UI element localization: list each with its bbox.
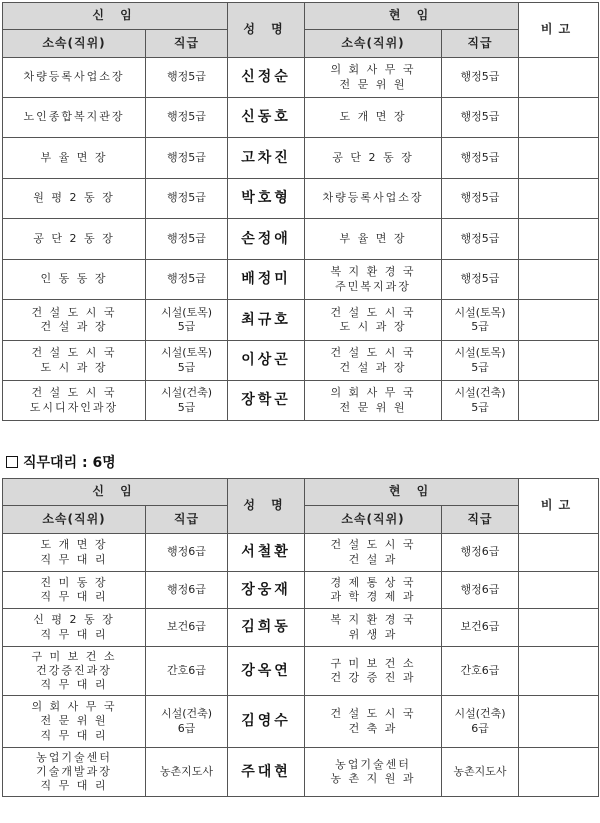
new_org-line: 의 회 사 무 국 — [31, 700, 117, 714]
cur_org-line: 전 문 위 원 — [339, 400, 407, 414]
table-row — [3, 179, 599, 219]
cur_grade-line: 시설(건축) — [454, 707, 506, 721]
new_grade-line: 시설(건축) — [160, 707, 213, 721]
current-grade-cell — [442, 300, 519, 341]
table-row — [3, 609, 599, 647]
note-cell — [519, 572, 599, 609]
cur_org-line: 의 회 사 무 국 — [330, 386, 416, 400]
new_grade-line: 시설(토목) — [160, 305, 213, 319]
new_org-line: 구 미 보 건 소 — [31, 649, 117, 663]
current-dept-cell — [305, 300, 442, 341]
cur_grade-line: 5급 — [471, 400, 489, 414]
cur_grade-line: 행정5급 — [460, 231, 500, 245]
cur_grade-line: 시설(토목) — [454, 305, 506, 319]
header-name: 성 명 — [228, 3, 305, 58]
cur_grade-line: 농촌지도사 — [453, 764, 507, 778]
current-dept-cell — [305, 572, 442, 609]
new_grade-line: 행정5급 — [167, 110, 206, 124]
current-grade-cell — [442, 58, 519, 98]
cur_org-line: 건 설 과 — [348, 552, 398, 566]
header-new-position: 신 임 — [3, 479, 228, 506]
header-note: 비고 — [519, 479, 599, 534]
table-row — [3, 748, 599, 797]
new_grade-line: 행정5급 — [167, 231, 206, 245]
note-cell — [519, 609, 599, 647]
person-name-cell: 신동호 — [228, 98, 305, 138]
cur_grade-line: 시설(토목) — [454, 346, 506, 360]
cur_org-line: 경 제 통 상 국 — [330, 575, 416, 589]
new_grade-line: 간호6급 — [167, 663, 206, 677]
new-grade-cell — [146, 609, 228, 647]
note-cell — [519, 534, 599, 572]
new_org-line: 건 설 도 시 국 — [31, 305, 117, 319]
cur_org-line: 건 축 과 — [348, 721, 398, 735]
cur_org-line: 부 율 면 장 — [339, 231, 407, 245]
current-dept-cell — [305, 219, 442, 260]
new_org-line: 전 문 위 원 — [40, 714, 108, 728]
new-grade-cell — [146, 647, 228, 696]
table-row — [3, 260, 599, 300]
current-dept-cell — [305, 98, 442, 138]
cur_grade-line: 행정5급 — [460, 70, 500, 84]
acting-position-table — [2, 478, 599, 797]
new-grade-cell — [146, 300, 228, 341]
new-dept-cell — [3, 381, 146, 421]
cur_grade-line: 행정6급 — [460, 545, 500, 559]
person-name-cell: 장웅재 — [228, 572, 305, 609]
current-dept-cell — [305, 138, 442, 179]
current-grade-cell — [442, 647, 519, 696]
current-grade-cell — [442, 98, 519, 138]
note-cell — [519, 647, 599, 696]
person-name-cell: 손정애 — [228, 219, 305, 260]
new-dept-cell — [3, 341, 146, 381]
cur_org-line: 복 지 환 경 국 — [330, 265, 416, 279]
header-current-position: 현 임 — [305, 479, 519, 506]
new-dept-cell — [3, 98, 146, 138]
cur_grade-line: 시설(건축) — [454, 386, 506, 400]
cur_grade-line: 5급 — [471, 320, 489, 333]
new-grade-cell — [146, 748, 228, 797]
table-row — [3, 138, 599, 179]
new_org-line: 건 설 도 시 국 — [31, 386, 117, 400]
current-dept-cell — [305, 260, 442, 300]
new_org-line: 도 개 면 장 — [40, 538, 108, 552]
new-dept-cell — [3, 534, 146, 572]
new_org-line: 직 무 대 리 — [40, 552, 108, 566]
new_grade-line: 행정5급 — [167, 150, 206, 164]
new-dept-cell — [3, 138, 146, 179]
new_org-line: 노인종합복지관장 — [23, 110, 125, 124]
current-grade-cell — [442, 381, 519, 421]
header-current-dept: 소속(직위) — [305, 30, 442, 58]
new_grade-line: 행정6급 — [167, 545, 206, 559]
new-dept-cell — [3, 260, 146, 300]
new-dept-cell — [3, 58, 146, 98]
cur_grade-line: 6급 — [471, 721, 489, 735]
table-row — [3, 572, 599, 609]
new-dept-cell — [3, 572, 146, 609]
current-grade-cell — [442, 572, 519, 609]
table-row — [3, 696, 599, 748]
new-grade-cell — [146, 341, 228, 381]
new-dept-cell — [3, 647, 146, 696]
cur_grade-line: 행정5급 — [460, 191, 500, 205]
cur_grade-line: 행정6급 — [460, 582, 500, 596]
new-grade-cell — [146, 98, 228, 138]
note-cell — [519, 58, 599, 98]
new_org-line: 도시디자인과장 — [29, 400, 119, 414]
cur_org-line: 전 문 위 원 — [339, 77, 407, 91]
new_org-line: 원 평 2 동 장 — [33, 191, 115, 205]
section-heading — [6, 452, 116, 472]
new_org-line: 직 무 대 리 — [40, 678, 108, 692]
cur_grade-line: 행정5급 — [460, 110, 500, 124]
person-name-cell: 장학곤 — [228, 381, 305, 421]
note-cell — [519, 219, 599, 260]
new_grade-line: 5급 — [177, 360, 196, 374]
current-dept-cell — [305, 696, 442, 748]
cur_org-line: 농 촌 지 원 과 — [330, 772, 416, 785]
note-cell — [519, 300, 599, 341]
note-cell — [519, 98, 599, 138]
cur_org-line: 주민복지과장 — [335, 279, 411, 293]
new-dept-cell — [3, 748, 146, 797]
cur_org-line: 건 강 증 진 과 — [330, 671, 416, 684]
header-current-grade: 직급 — [442, 30, 519, 58]
table-row — [3, 219, 599, 260]
new-dept-cell — [3, 219, 146, 260]
new_grade-line: 시설(건축) — [160, 386, 213, 400]
new_org-line: 진 미 동 장 — [40, 575, 108, 589]
cur_org-line: 건 설 도 시 국 — [330, 538, 416, 552]
new-grade-cell — [146, 58, 228, 98]
new_org-line: 직 무 대 리 — [40, 627, 108, 641]
cur_grade-line: 간호6급 — [460, 663, 500, 677]
cur_org-line: 건 설 도 시 국 — [330, 346, 416, 360]
new_grade-line: 6급 — [177, 721, 196, 735]
new_org-line: 건 설 과 장 — [40, 320, 108, 333]
current-grade-cell — [442, 341, 519, 381]
new-grade-cell — [146, 138, 228, 179]
note-cell — [519, 260, 599, 300]
person-name-cell: 고차진 — [228, 138, 305, 179]
note-cell — [519, 179, 599, 219]
cur_org-line: 건 설 과 장 — [339, 360, 407, 374]
header-new-position: 신 임 — [3, 3, 228, 30]
new_grade-line: 5급 — [177, 320, 196, 333]
current-dept-cell — [305, 647, 442, 696]
new-dept-cell — [3, 696, 146, 748]
cur_org-line: 의 회 사 무 국 — [330, 63, 416, 77]
new_org-line: 신 평 2 동 장 — [33, 613, 115, 627]
new-grade-cell — [146, 696, 228, 748]
person-name-cell: 서철환 — [228, 534, 305, 572]
new_org-line: 건강증진과장 — [36, 663, 112, 677]
new_org-line: 직 무 대 리 — [40, 590, 108, 603]
cur_grade-line: 행정5급 — [460, 272, 500, 286]
new-grade-cell — [146, 381, 228, 421]
new_org-line: 인 동 동 장 — [40, 272, 108, 286]
person-name-cell: 주대현 — [228, 748, 305, 797]
new-grade-cell — [146, 534, 228, 572]
note-cell — [519, 138, 599, 179]
new_grade-line: 행정5급 — [167, 191, 206, 205]
new-grade-cell — [146, 179, 228, 219]
cur_org-line: 공 단 2 동 장 — [332, 150, 414, 164]
person-name-cell: 김영수 — [228, 696, 305, 748]
table-row — [3, 300, 599, 341]
header-new-grade: 직급 — [146, 506, 228, 534]
header-current-position: 현 임 — [305, 3, 519, 30]
current-grade-cell — [442, 609, 519, 647]
current-grade-cell — [442, 219, 519, 260]
checkbox-square-icon — [6, 456, 18, 468]
header-new-dept: 소속(직위) — [3, 506, 146, 534]
cur_org-line: 농업기술센터 — [335, 757, 411, 771]
new-dept-cell — [3, 179, 146, 219]
current-grade-cell — [442, 260, 519, 300]
header-name: 성 명 — [228, 479, 305, 534]
new_org-line: 농업기술센터 — [36, 750, 112, 764]
header-current-grade: 직급 — [442, 506, 519, 534]
table-row — [3, 98, 599, 138]
current-dept-cell — [305, 179, 442, 219]
new_org-line: 직 무 대 리 — [40, 779, 108, 793]
current-grade-cell — [442, 534, 519, 572]
new_grade-line: 보건6급 — [167, 620, 206, 634]
new_grade-line: 농촌지도사 — [159, 764, 214, 778]
cur_org-line: 과 학 경 제 과 — [330, 590, 416, 603]
table-row — [3, 381, 599, 421]
cur_org-line: 도 시 과 장 — [339, 320, 407, 333]
current-dept-cell — [305, 58, 442, 98]
current-dept-cell — [305, 748, 442, 797]
new_grade-line: 행정6급 — [167, 582, 206, 596]
note-cell — [519, 748, 599, 797]
new-grade-cell — [146, 260, 228, 300]
current-grade-cell — [442, 696, 519, 748]
header-current-dept: 소속(직위) — [305, 506, 442, 534]
person-name-cell: 배정미 — [228, 260, 305, 300]
cur_org-line: 차량등록사업소장 — [322, 191, 424, 205]
person-name-cell: 강옥연 — [228, 647, 305, 696]
cur_org-line: 구 미 보 건 소 — [330, 656, 416, 670]
cur_org-line: 건 설 도 시 국 — [330, 707, 416, 721]
header-new-dept: 소속(직위) — [3, 30, 146, 58]
cur_org-line: 위 생 과 — [348, 627, 398, 641]
note-cell — [519, 381, 599, 421]
cur_org-line: 도 개 면 장 — [339, 110, 407, 124]
new_grade-line: 시설(토목) — [160, 346, 213, 360]
new-dept-cell — [3, 609, 146, 647]
current-dept-cell — [305, 609, 442, 647]
new_org-line: 건 설 도 시 국 — [31, 346, 117, 360]
current-dept-cell — [305, 381, 442, 421]
person-name-cell: 김희동 — [228, 609, 305, 647]
person-name-cell: 신정순 — [228, 58, 305, 98]
person-name-cell: 최규호 — [228, 300, 305, 341]
current-dept-cell — [305, 534, 442, 572]
table-row — [3, 647, 599, 696]
section-title: 직무대리 : 6명 — [23, 455, 116, 471]
new-grade-cell — [146, 572, 228, 609]
header-note: 비고 — [519, 3, 599, 58]
new_org-line: 공 단 2 동 장 — [33, 231, 115, 245]
cur_org-line: 건 설 도 시 국 — [330, 305, 416, 319]
new-dept-cell — [3, 300, 146, 341]
cur_org-line: 복 지 환 경 국 — [330, 613, 416, 627]
new_grade-line: 행정5급 — [167, 70, 206, 84]
new_org-line: 부 율 면 장 — [40, 150, 108, 164]
note-cell — [519, 341, 599, 381]
current-grade-cell — [442, 748, 519, 797]
person-name-cell: 이상곤 — [228, 341, 305, 381]
note-cell — [519, 696, 599, 748]
cur_grade-line: 보건6급 — [460, 620, 500, 634]
current-grade-cell — [442, 138, 519, 179]
new-grade-cell — [146, 219, 228, 260]
cur_grade-line: 5급 — [471, 360, 489, 374]
promotion-table — [2, 2, 599, 421]
new_grade-line: 5급 — [177, 400, 196, 414]
table-row — [3, 341, 599, 381]
new_org-line: 기술개발과장 — [36, 764, 112, 778]
person-name-cell: 박호형 — [228, 179, 305, 219]
table-row — [3, 534, 599, 572]
current-dept-cell — [305, 341, 442, 381]
current-grade-cell — [442, 179, 519, 219]
new_org-line: 직 무 대 리 — [40, 728, 108, 742]
new_grade-line: 행정5급 — [167, 272, 206, 286]
table-row — [3, 58, 599, 98]
new_org-line: 차량등록사업소장 — [23, 70, 125, 84]
new_org-line: 도 시 과 장 — [40, 360, 108, 374]
cur_grade-line: 행정5급 — [460, 150, 500, 164]
header-new-grade: 직급 — [146, 30, 228, 58]
